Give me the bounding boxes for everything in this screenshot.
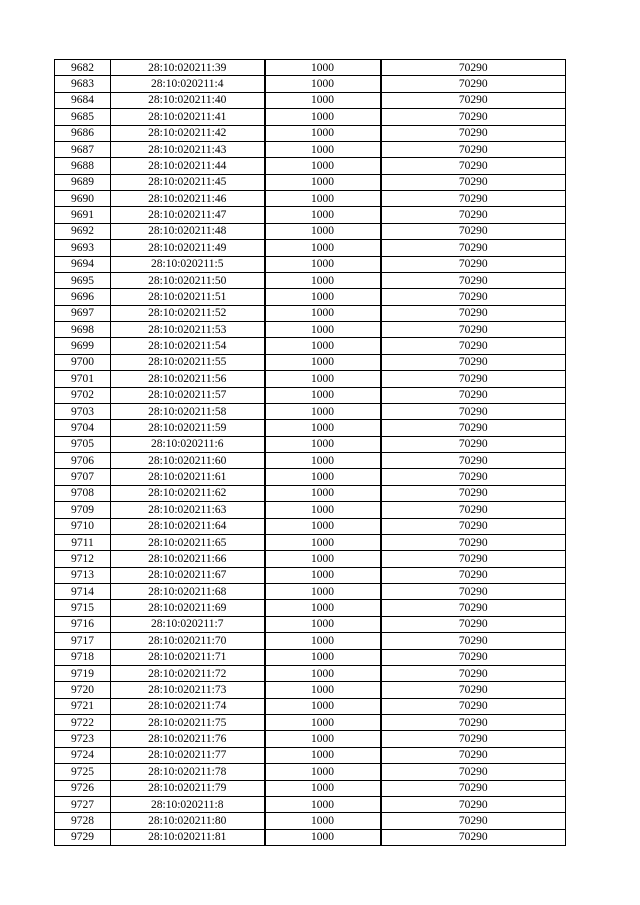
row-number-cell: 9693	[55, 240, 111, 256]
area-cell: 1000	[265, 371, 381, 387]
value-cell: 70290	[381, 141, 566, 157]
area-cell: 1000	[265, 141, 381, 157]
cadastral-number-cell: 28:10:020211:47	[111, 207, 265, 223]
value-cell: 70290	[381, 92, 566, 108]
area-cell: 1000	[265, 76, 381, 92]
area-cell: 1000	[265, 354, 381, 370]
cadastral-number-cell: 28:10:020211:4	[111, 76, 265, 92]
row-number-cell: 9721	[55, 698, 111, 714]
value-cell: 70290	[381, 387, 566, 403]
cadastral-number-cell: 28:10:020211:52	[111, 305, 265, 321]
area-cell: 1000	[265, 305, 381, 321]
row-number-cell: 9717	[55, 633, 111, 649]
table-row	[55, 633, 566, 649]
table-row	[55, 141, 566, 157]
row-number-cell: 9709	[55, 502, 111, 518]
cadastral-number-cell: 28:10:020211:8	[111, 796, 265, 812]
value-cell: 70290	[381, 796, 566, 812]
value-cell: 70290	[381, 453, 566, 469]
area-cell: 1000	[265, 191, 381, 207]
row-number-cell: 9695	[55, 272, 111, 288]
table-row	[55, 764, 566, 780]
table-row	[55, 207, 566, 223]
value-cell: 70290	[381, 420, 566, 436]
value-cell: 70290	[381, 534, 566, 550]
row-number-cell: 9701	[55, 371, 111, 387]
value-cell: 70290	[381, 567, 566, 583]
cadastral-number-cell: 28:10:020211:5	[111, 256, 265, 272]
row-number-cell: 9700	[55, 354, 111, 370]
row-number-cell: 9718	[55, 649, 111, 665]
cadastral-number-cell: 28:10:020211:59	[111, 420, 265, 436]
document-page	[54, 59, 565, 846]
area-cell: 1000	[265, 403, 381, 419]
value-cell: 70290	[381, 682, 566, 698]
value-cell: 70290	[381, 813, 566, 829]
table-row	[55, 829, 566, 845]
table-row	[55, 616, 566, 632]
cadastral-number-cell: 28:10:020211:40	[111, 92, 265, 108]
row-number-cell: 9723	[55, 731, 111, 747]
table-row	[55, 665, 566, 681]
area-cell: 1000	[265, 747, 381, 763]
value-cell: 70290	[381, 403, 566, 419]
cadastral-number-cell: 28:10:020211:69	[111, 600, 265, 616]
row-number-cell: 9726	[55, 780, 111, 796]
value-cell: 70290	[381, 518, 566, 534]
area-cell: 1000	[265, 764, 381, 780]
data-table	[54, 59, 566, 846]
cadastral-number-cell: 28:10:020211:70	[111, 633, 265, 649]
row-number-cell: 9720	[55, 682, 111, 698]
cadastral-number-cell: 28:10:020211:45	[111, 174, 265, 190]
value-cell: 70290	[381, 436, 566, 452]
value-cell: 70290	[381, 731, 566, 747]
value-cell: 70290	[381, 747, 566, 763]
table-row	[55, 125, 566, 141]
table-row	[55, 109, 566, 125]
table-row	[55, 551, 566, 567]
area-cell: 1000	[265, 240, 381, 256]
row-number-cell: 9713	[55, 567, 111, 583]
row-number-cell: 9692	[55, 223, 111, 239]
area-cell: 1000	[265, 715, 381, 731]
table-row	[55, 289, 566, 305]
area-cell: 1000	[265, 174, 381, 190]
area-cell: 1000	[265, 420, 381, 436]
value-cell: 70290	[381, 289, 566, 305]
table-row	[55, 534, 566, 550]
row-number-cell: 9683	[55, 76, 111, 92]
cadastral-number-cell: 28:10:020211:75	[111, 715, 265, 731]
value-cell: 70290	[381, 174, 566, 190]
cadastral-number-cell: 28:10:020211:81	[111, 829, 265, 845]
cadastral-number-cell: 28:10:020211:55	[111, 354, 265, 370]
value-cell: 70290	[381, 223, 566, 239]
cadastral-number-cell: 28:10:020211:77	[111, 747, 265, 763]
area-cell: 1000	[265, 698, 381, 714]
table-row	[55, 420, 566, 436]
cadastral-number-cell: 28:10:020211:41	[111, 109, 265, 125]
row-number-cell: 9684	[55, 92, 111, 108]
row-number-cell: 9710	[55, 518, 111, 534]
cadastral-number-cell: 28:10:020211:42	[111, 125, 265, 141]
cadastral-number-cell: 28:10:020211:74	[111, 698, 265, 714]
row-number-cell: 9696	[55, 289, 111, 305]
table-row	[55, 796, 566, 812]
table-row	[55, 780, 566, 796]
value-cell: 70290	[381, 584, 566, 600]
cadastral-number-cell: 28:10:020211:61	[111, 469, 265, 485]
table-row	[55, 453, 566, 469]
area-cell: 1000	[265, 731, 381, 747]
value-cell: 70290	[381, 633, 566, 649]
row-number-cell: 9699	[55, 338, 111, 354]
value-cell: 70290	[381, 305, 566, 321]
table-row	[55, 485, 566, 501]
value-cell: 70290	[381, 829, 566, 845]
area-cell: 1000	[265, 616, 381, 632]
area-cell: 1000	[265, 567, 381, 583]
area-cell: 1000	[265, 109, 381, 125]
value-cell: 70290	[381, 600, 566, 616]
row-number-cell: 9705	[55, 436, 111, 452]
value-cell: 70290	[381, 322, 566, 338]
row-number-cell: 9715	[55, 600, 111, 616]
value-cell: 70290	[381, 191, 566, 207]
table-row	[55, 518, 566, 534]
area-cell: 1000	[265, 633, 381, 649]
value-cell: 70290	[381, 715, 566, 731]
cadastral-number-cell: 28:10:020211:48	[111, 223, 265, 239]
value-cell: 70290	[381, 125, 566, 141]
value-cell: 70290	[381, 698, 566, 714]
area-cell: 1000	[265, 600, 381, 616]
row-number-cell: 9682	[55, 60, 111, 76]
cadastral-number-cell: 28:10:020211:62	[111, 485, 265, 501]
area-cell: 1000	[265, 813, 381, 829]
row-number-cell: 9698	[55, 322, 111, 338]
table-row	[55, 92, 566, 108]
area-cell: 1000	[265, 223, 381, 239]
row-number-cell: 9697	[55, 305, 111, 321]
row-number-cell: 9694	[55, 256, 111, 272]
row-number-cell: 9722	[55, 715, 111, 731]
area-cell: 1000	[265, 829, 381, 845]
row-number-cell: 9686	[55, 125, 111, 141]
cadastral-number-cell: 28:10:020211:58	[111, 403, 265, 419]
table-row	[55, 436, 566, 452]
table-row	[55, 240, 566, 256]
area-cell: 1000	[265, 518, 381, 534]
cadastral-number-cell: 28:10:020211:65	[111, 534, 265, 550]
cadastral-number-cell: 28:10:020211:56	[111, 371, 265, 387]
area-cell: 1000	[265, 272, 381, 288]
value-cell: 70290	[381, 60, 566, 76]
table-row	[55, 174, 566, 190]
area-cell: 1000	[265, 649, 381, 665]
cadastral-number-cell: 28:10:020211:66	[111, 551, 265, 567]
cadastral-number-cell: 28:10:020211:63	[111, 502, 265, 518]
area-cell: 1000	[265, 256, 381, 272]
area-cell: 1000	[265, 207, 381, 223]
table-row	[55, 813, 566, 829]
row-number-cell: 9719	[55, 665, 111, 681]
row-number-cell: 9689	[55, 174, 111, 190]
value-cell: 70290	[381, 665, 566, 681]
table-row	[55, 60, 566, 76]
row-number-cell: 9716	[55, 616, 111, 632]
value-cell: 70290	[381, 354, 566, 370]
cadastral-number-cell: 28:10:020211:39	[111, 60, 265, 76]
table-row	[55, 584, 566, 600]
area-cell: 1000	[265, 289, 381, 305]
row-number-cell: 9706	[55, 453, 111, 469]
row-number-cell: 9688	[55, 158, 111, 174]
cadastral-number-cell: 28:10:020211:73	[111, 682, 265, 698]
row-number-cell: 9685	[55, 109, 111, 125]
table-row	[55, 698, 566, 714]
row-number-cell: 9704	[55, 420, 111, 436]
value-cell: 70290	[381, 338, 566, 354]
value-cell: 70290	[381, 207, 566, 223]
table-row	[55, 305, 566, 321]
cadastral-number-cell: 28:10:020211:53	[111, 322, 265, 338]
cadastral-number-cell: 28:10:020211:44	[111, 158, 265, 174]
cadastral-number-cell: 28:10:020211:6	[111, 436, 265, 452]
area-cell: 1000	[265, 338, 381, 354]
area-cell: 1000	[265, 584, 381, 600]
cadastral-number-cell: 28:10:020211:49	[111, 240, 265, 256]
cadastral-number-cell: 28:10:020211:71	[111, 649, 265, 665]
table-row	[55, 649, 566, 665]
table-row	[55, 371, 566, 387]
row-number-cell: 9691	[55, 207, 111, 223]
value-cell: 70290	[381, 649, 566, 665]
value-cell: 70290	[381, 764, 566, 780]
area-cell: 1000	[265, 502, 381, 518]
area-cell: 1000	[265, 158, 381, 174]
value-cell: 70290	[381, 371, 566, 387]
value-cell: 70290	[381, 780, 566, 796]
cadastral-number-cell: 28:10:020211:43	[111, 141, 265, 157]
cadastral-number-cell: 28:10:020211:54	[111, 338, 265, 354]
table-row	[55, 322, 566, 338]
row-number-cell: 9711	[55, 534, 111, 550]
value-cell: 70290	[381, 76, 566, 92]
cadastral-number-cell: 28:10:020211:72	[111, 665, 265, 681]
row-number-cell: 9728	[55, 813, 111, 829]
row-number-cell: 9727	[55, 796, 111, 812]
value-cell: 70290	[381, 485, 566, 501]
cadastral-number-cell: 28:10:020211:67	[111, 567, 265, 583]
area-cell: 1000	[265, 534, 381, 550]
area-cell: 1000	[265, 796, 381, 812]
area-cell: 1000	[265, 125, 381, 141]
value-cell: 70290	[381, 256, 566, 272]
table-row	[55, 682, 566, 698]
cadastral-number-cell: 28:10:020211:50	[111, 272, 265, 288]
value-cell: 70290	[381, 616, 566, 632]
area-cell: 1000	[265, 551, 381, 567]
cadastral-number-cell: 28:10:020211:68	[111, 584, 265, 600]
area-cell: 1000	[265, 469, 381, 485]
cadastral-number-cell: 28:10:020211:76	[111, 731, 265, 747]
row-number-cell: 9725	[55, 764, 111, 780]
area-cell: 1000	[265, 92, 381, 108]
value-cell: 70290	[381, 109, 566, 125]
value-cell: 70290	[381, 502, 566, 518]
table-row	[55, 256, 566, 272]
table-row	[55, 567, 566, 583]
value-cell: 70290	[381, 469, 566, 485]
table-row	[55, 403, 566, 419]
cadastral-number-cell: 28:10:020211:64	[111, 518, 265, 534]
row-number-cell: 9708	[55, 485, 111, 501]
table-row	[55, 715, 566, 731]
row-number-cell: 9690	[55, 191, 111, 207]
area-cell: 1000	[265, 387, 381, 403]
row-number-cell: 9712	[55, 551, 111, 567]
row-number-cell: 9714	[55, 584, 111, 600]
area-cell: 1000	[265, 780, 381, 796]
area-cell: 1000	[265, 665, 381, 681]
table-body	[55, 60, 566, 846]
cadastral-number-cell: 28:10:020211:79	[111, 780, 265, 796]
value-cell: 70290	[381, 240, 566, 256]
row-number-cell: 9707	[55, 469, 111, 485]
table-row	[55, 191, 566, 207]
cadastral-number-cell: 28:10:020211:7	[111, 616, 265, 632]
cadastral-number-cell: 28:10:020211:78	[111, 764, 265, 780]
cadastral-number-cell: 28:10:020211:80	[111, 813, 265, 829]
table-row	[55, 338, 566, 354]
table-row	[55, 469, 566, 485]
table-row	[55, 600, 566, 616]
area-cell: 1000	[265, 322, 381, 338]
row-number-cell: 9724	[55, 747, 111, 763]
value-cell: 70290	[381, 272, 566, 288]
area-cell: 1000	[265, 60, 381, 76]
table-row	[55, 272, 566, 288]
table-row	[55, 747, 566, 763]
area-cell: 1000	[265, 485, 381, 501]
area-cell: 1000	[265, 453, 381, 469]
table-row	[55, 354, 566, 370]
row-number-cell: 9687	[55, 141, 111, 157]
cadastral-number-cell: 28:10:020211:57	[111, 387, 265, 403]
table-row	[55, 502, 566, 518]
cadastral-number-cell: 28:10:020211:60	[111, 453, 265, 469]
value-cell: 70290	[381, 551, 566, 567]
row-number-cell: 9729	[55, 829, 111, 845]
table-row	[55, 387, 566, 403]
value-cell: 70290	[381, 158, 566, 174]
cadastral-number-cell: 28:10:020211:51	[111, 289, 265, 305]
cadastral-number-cell: 28:10:020211:46	[111, 191, 265, 207]
table-row	[55, 76, 566, 92]
table-row	[55, 731, 566, 747]
area-cell: 1000	[265, 682, 381, 698]
table-row	[55, 223, 566, 239]
row-number-cell: 9702	[55, 387, 111, 403]
row-number-cell: 9703	[55, 403, 111, 419]
table-row	[55, 158, 566, 174]
area-cell: 1000	[265, 436, 381, 452]
